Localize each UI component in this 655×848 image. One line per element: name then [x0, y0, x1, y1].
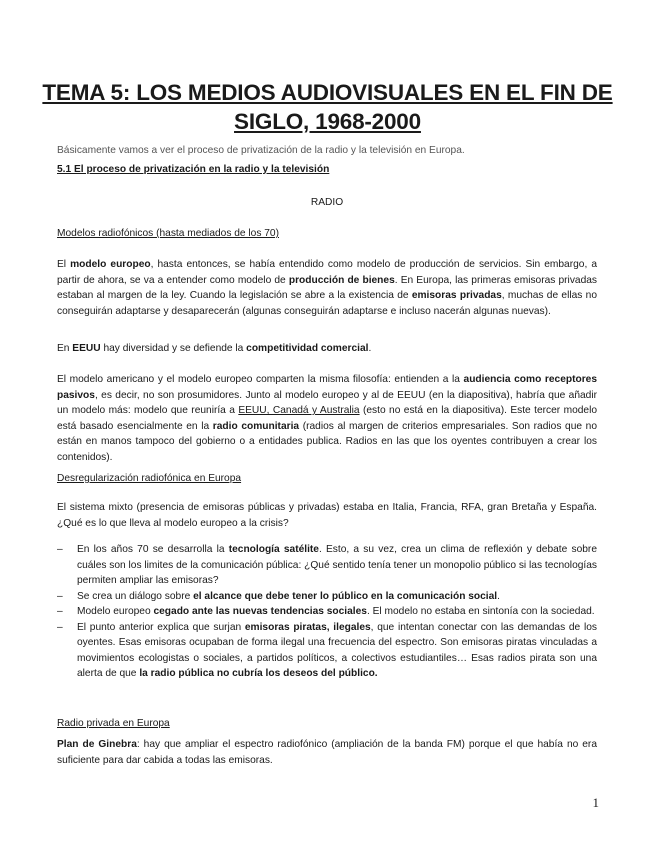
bold-term: emisoras privadas	[411, 290, 502, 301]
title-line-2: SIGLO, 1968-2000	[234, 109, 421, 134]
title-line-1: TEMA 5: LOS MEDIOS AUDIOVISUALES EN EL FIN DE	[42, 80, 613, 105]
bold-term: Plan de Ginebra	[57, 739, 137, 750]
bullet-list	[57, 542, 597, 682]
list-item: – Modelo europeo cegado ante las nuevas tendencias sociales. El modelo no estaba en sintonía con la sociedad.	[57, 604, 597, 620]
list-item: – El punto anterior explica que surjan emisoras piratas, ilegales, que intentan conectar con las demandas de los oyentes. Esas emisoras ocupaban de forma ilegal una frecuencia del espectro. Son emisoras piratas vinculadas a movimientos ecologistas o sociales, a partidos políticos, a colectivos estudiantiles… Esas radios pirata son una alerta de que la radio pública no cubría los deseos del público.	[57, 621, 597, 679]
list-item: – Se crea un diálogo sobre el alcance que debe tener lo público en la comunicación social.	[57, 589, 597, 605]
bullet-dash: –	[57, 590, 63, 602]
bold-term: modelo europeo	[70, 259, 151, 270]
section-heading-5-1: 5.1 El proceso de privatización en la radio y la televisión	[57, 164, 330, 175]
list-item: – En los años 70 se desarrolla la tecnología satélite. Esto, a su vez, crea un clima de reflexión y debate sobre cuáles son los limites de la comunicación pública: ¿Qué sentido tenía tener un monopolio público si las tecnologías permiten ampliar las emisoras?	[57, 544, 597, 586]
bold-term: radio comunitaria	[212, 420, 300, 432]
bullet-dash: –	[57, 544, 63, 555]
bold-term: audiencia como receptores pasivos	[57, 374, 597, 401]
page-number: 1	[592, 795, 599, 810]
bold-term: producción de bienes	[288, 274, 395, 286]
bold-term: EEUU	[72, 343, 101, 354]
page-title	[40, 78, 615, 136]
paragraph-modelo-europeo: El modelo europeo, hasta entonces, se había entendido como modelo de producción de servicios. Sin embargo, a partir de ahora, se va a entender como modelo de producción de bienes. En Europa, las primeras emisoras privadas estaban al margen de la ley. Cuando la legislación se abre a la existencia de emisoras privadas, muchas de ellas no conseguirán adaptarse y desaparecerán (algunas conseguirán adaptarse e incluso nacerán algunas nuevas).	[57, 259, 598, 317]
intro-text: Básicamente vamos a ver el proceso de privatización de la radio y la televisión en Europa.	[57, 145, 465, 156]
bullet-dash: –	[57, 621, 63, 633]
paragraph-modelo-americano: El modelo americano y el modelo europeo comparten la misma filosofía: entienden a la audiencia como receptores pasivos, es decir, no son prosumidores. Junto al modelo europeo y al de EEUU (en la diapositiva), habría que añadir un modelo más: modelo que reuniría a EEUU, Canadá y Australia (esto no está en la diapositiva). Este tercer modelo está basado esencialmente en la radio comunitaria (radios al margen de criterios empresariales. Son radios que no están en manos tampoco del gobierno o a entidades publica. Radios en las que los oyentes contribuyen a crear los contenidos).	[57, 374, 597, 463]
bold-term: competitividad comercial	[246, 343, 369, 354]
subheading-desregularizacion: Desregularización radiofónica en Europa	[57, 473, 242, 484]
subheading-radio-privada: Radio privada en Europa	[57, 718, 170, 729]
radio-heading: RADIO	[310, 197, 344, 208]
paragraph-sistema-mixto: El sistema mixto (presencia de emisoras públicas y privadas) estaba en Italia, Francia, RFA, gran Bretaña y España. ¿Qué es lo que lleva al modelo europeo a la crisis?	[57, 502, 597, 529]
subheading-modelos: Modelos radiofónicos (hasta mediados de los 70)	[57, 228, 279, 239]
bullet-dash: –	[57, 606, 63, 617]
paragraph-eeuu: En EEUU hay diversidad y se defiende la competitividad comercial.	[57, 343, 372, 354]
underlined-term: EEUU, Canadá y Australia	[238, 405, 360, 416]
paragraph-plan-ginebra: Plan de Ginebra: hay que ampliar el espectro radiofónico (ampliación de la banda FM) porque el que había no era suficiente para dar cabida a todas las emisoras.	[57, 739, 597, 766]
